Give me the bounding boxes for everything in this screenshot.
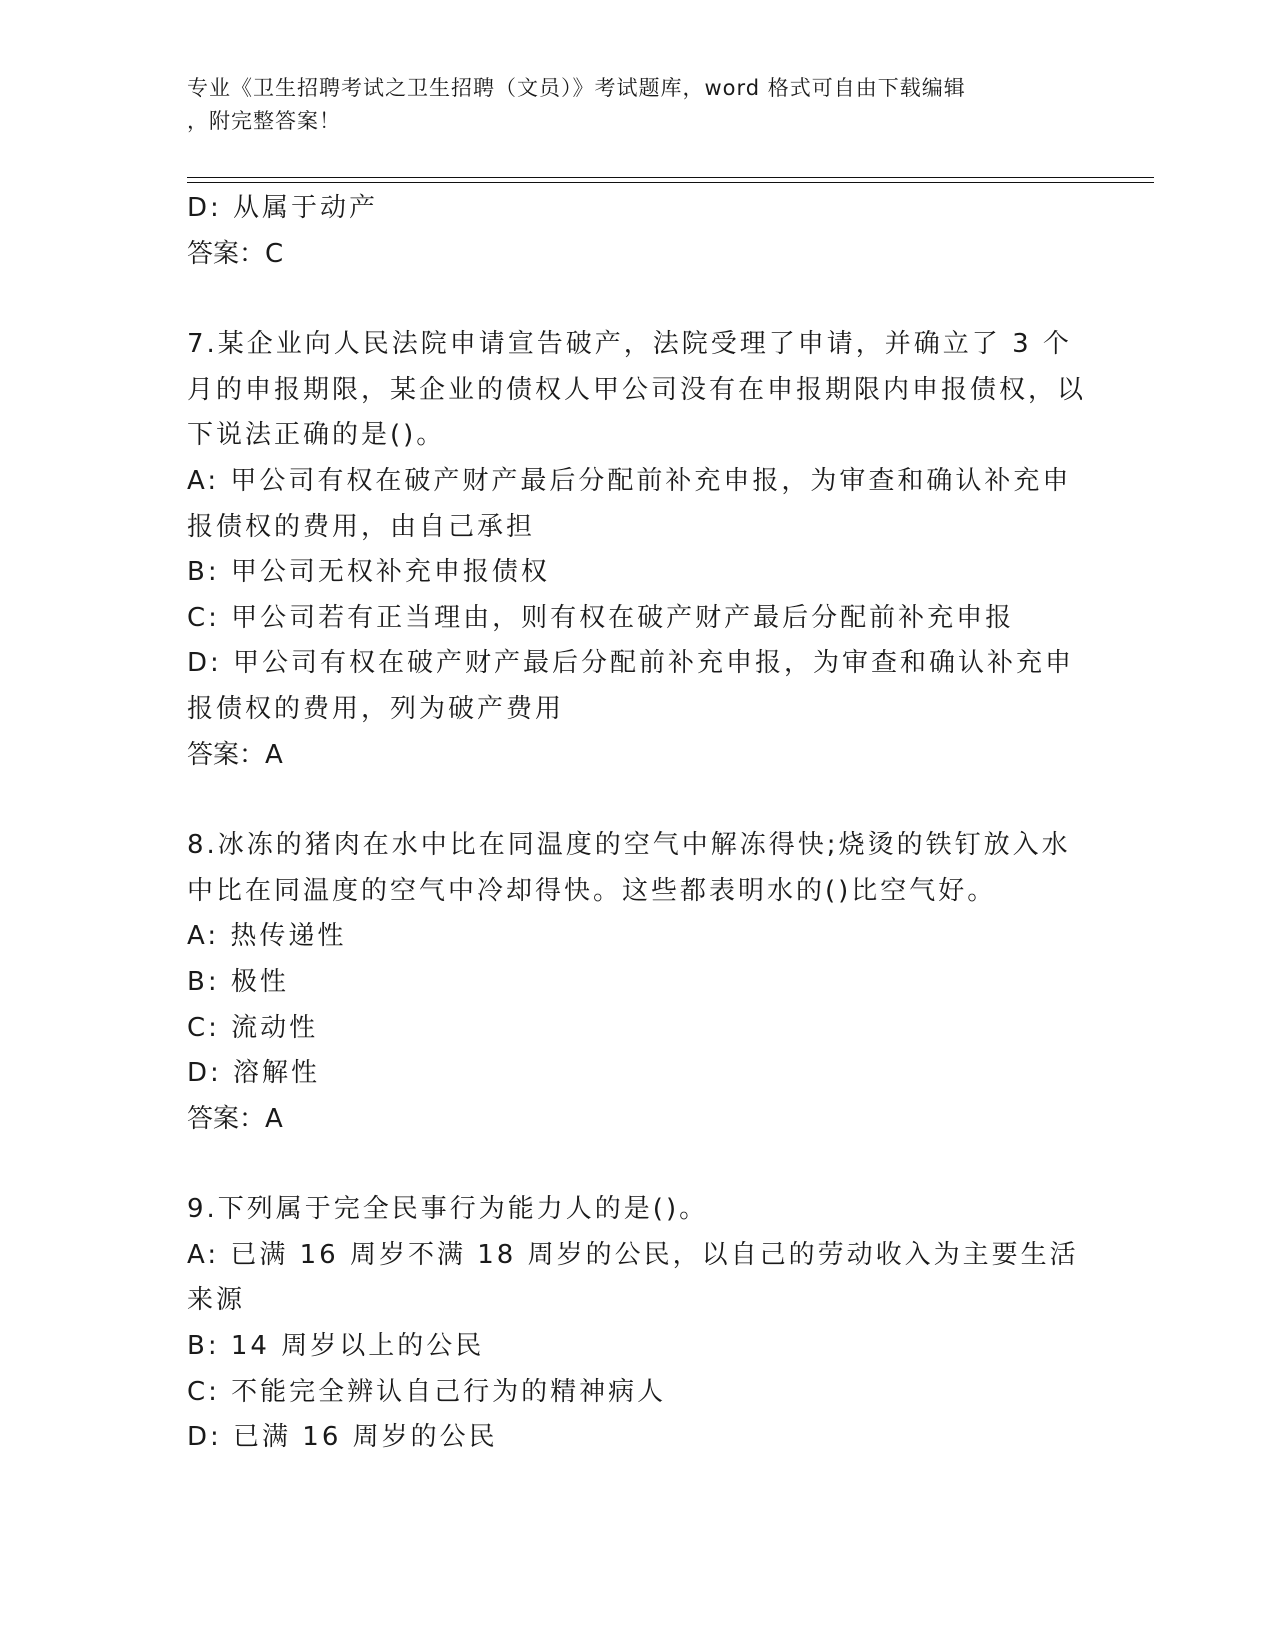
q8-answer: 答案：A [187,1103,283,1134]
q9-stem: 9.下列属于完全民事行为能力人的是()。 [187,1194,709,1225]
q7-option-d: D: 甲公司有权在破产财产最后分配前补充申报，为审查和确认补充申报债权的费用，列为破产费用 [187,648,1075,724]
document-header [187,72,1067,138]
q9-option-a: A: 已满 16 周岁不满 18 周岁的公民，以自己的劳动收入为主要生活来源 [187,1239,1079,1316]
q7-stem: 7.某企业向人民法院申请宣告破产，法院受理了申请，并确立了 3 个月的申报期限，某企业的债权人甲公司没有在申报期限内申报债权，以下说法正确的是()。 [187,329,1087,451]
spacer [187,778,1087,823]
q8-stem: 8.冰冻的猪肉在水中比在同温度的空气中解冻得快;烧烫的铁钉放入水中比在同温度的空气中冷却得快。这些都表明水的()比空气好。 [187,830,1071,906]
spacer [187,1142,1087,1187]
q8-option-b: B: 极性 [187,966,289,997]
q9-option-c: C: 不能完全辨认自己行为的精神病人 [187,1376,667,1407]
q8-option-d: D: 溶解性 [187,1058,321,1089]
q7-option-a: A: 甲公司有权在破产财产最后分配前补充申报，为审查和确认补充申报债权的费用，由自己承担 [187,465,1072,542]
header-rule-bottom [187,182,1154,183]
spacer [187,277,1087,322]
header-line-1: 专业《卫生招聘考试之卫生招聘（文员）》考试题库，word 格式可自由下载编辑 [187,76,966,100]
q8-option-c: C: 流动性 [187,1012,319,1043]
q9-option-b: B: 14 周岁以上的公民 [187,1331,485,1362]
prev-option-d: D: 从属于动产 [187,193,379,223]
q8-option-a: A: 热传递性 [187,921,347,952]
header-line-2: ，附完整答案！ [187,109,341,133]
prev-answer: 答案：C [187,238,284,269]
q7-option-b: B: 甲公司无权补充申报债权 [187,557,550,588]
q9-option-d: D: 已满 16 周岁的公民 [187,1422,498,1453]
question-content [187,186,1087,1461]
q7-answer: 答案：A [187,739,283,770]
header-rule-top [187,177,1154,178]
q7-option-c: C: 甲公司若有正当理由，则有权在破产财产最后分配前补充申报 [187,602,1015,633]
